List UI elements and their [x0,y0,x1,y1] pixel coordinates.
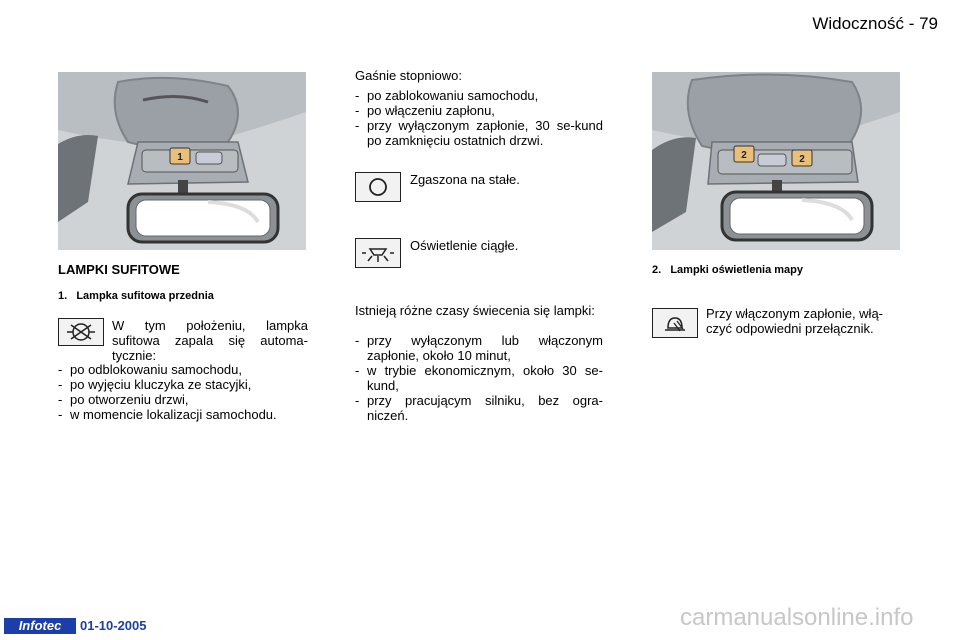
pic-label-1: 1 [177,152,183,163]
watermark: carmanualsonline.info [680,604,914,631]
subheading-front-lamp: 1. Lampka sufitowa przednia [58,290,214,302]
page-header: Widoczność - 79 [812,14,938,33]
infotec-logo: Infotec [4,618,76,634]
circle-off-icon [355,172,401,202]
list-item: - po odblokowaniu samochodu, [58,362,243,377]
list-item: - po włączeniu zapłonu, [355,103,495,118]
list-item: - przy wyłączonym lub włączonym zapłonie, około 10 minut, [355,333,603,363]
times-intro: Istnieją różne czasy świecenia się lampki: [355,303,595,318]
map-lamps-illustration [652,72,900,250]
list-item: - po otworzeniu drzwi, [58,392,189,407]
list-item: - przy pracującym silniku, bez ogra-niczeń. [355,393,603,423]
list-item: - w momencie lokalizacji samochodu. [58,407,277,422]
fade-title: Gaśnie stopniowo: [355,68,462,83]
on-description: Oświetlenie ciągłe. [410,238,519,253]
pic-label-2b: 2 [799,154,805,165]
section-title: LAMPKI SUFITOWE [58,262,180,277]
map-lamp-icon [652,308,698,338]
fade-list [355,88,603,148]
list-item: - po zablokowaniu samochodu, [355,88,539,103]
footer-date: 01-10-2005 [80,618,147,633]
off-description: Zgaszona na stałe. [410,172,520,187]
front-lamp-list [58,362,308,422]
door-lamp-icon [58,318,104,346]
pic-label-2a: 2 [741,150,747,161]
list-item: - przy wyłączonym zapłonie, 30 se-kund po zamknięciu ostatnich drzwi. [355,118,603,148]
times-list [355,333,603,423]
list-item: - po wyjęciu kluczyka ze stacyjki, [58,377,252,392]
map-lamps-description: Przy włączonym zapłonie, włą-czyć odpowiedni przełącznik. [706,306,884,336]
front-lamp-description: W tym położeniu, lampka sufitowa zapala się automa-tycznie: [112,318,308,363]
list-item: - w trybie ekonomicznym, około 30 se-kund, [355,363,603,393]
lamp-on-icon [355,238,401,268]
front-ceiling-lamp-illustration [58,72,306,250]
subheading-map-lamps: 2. Lampki oświetlenia mapy [652,264,803,276]
